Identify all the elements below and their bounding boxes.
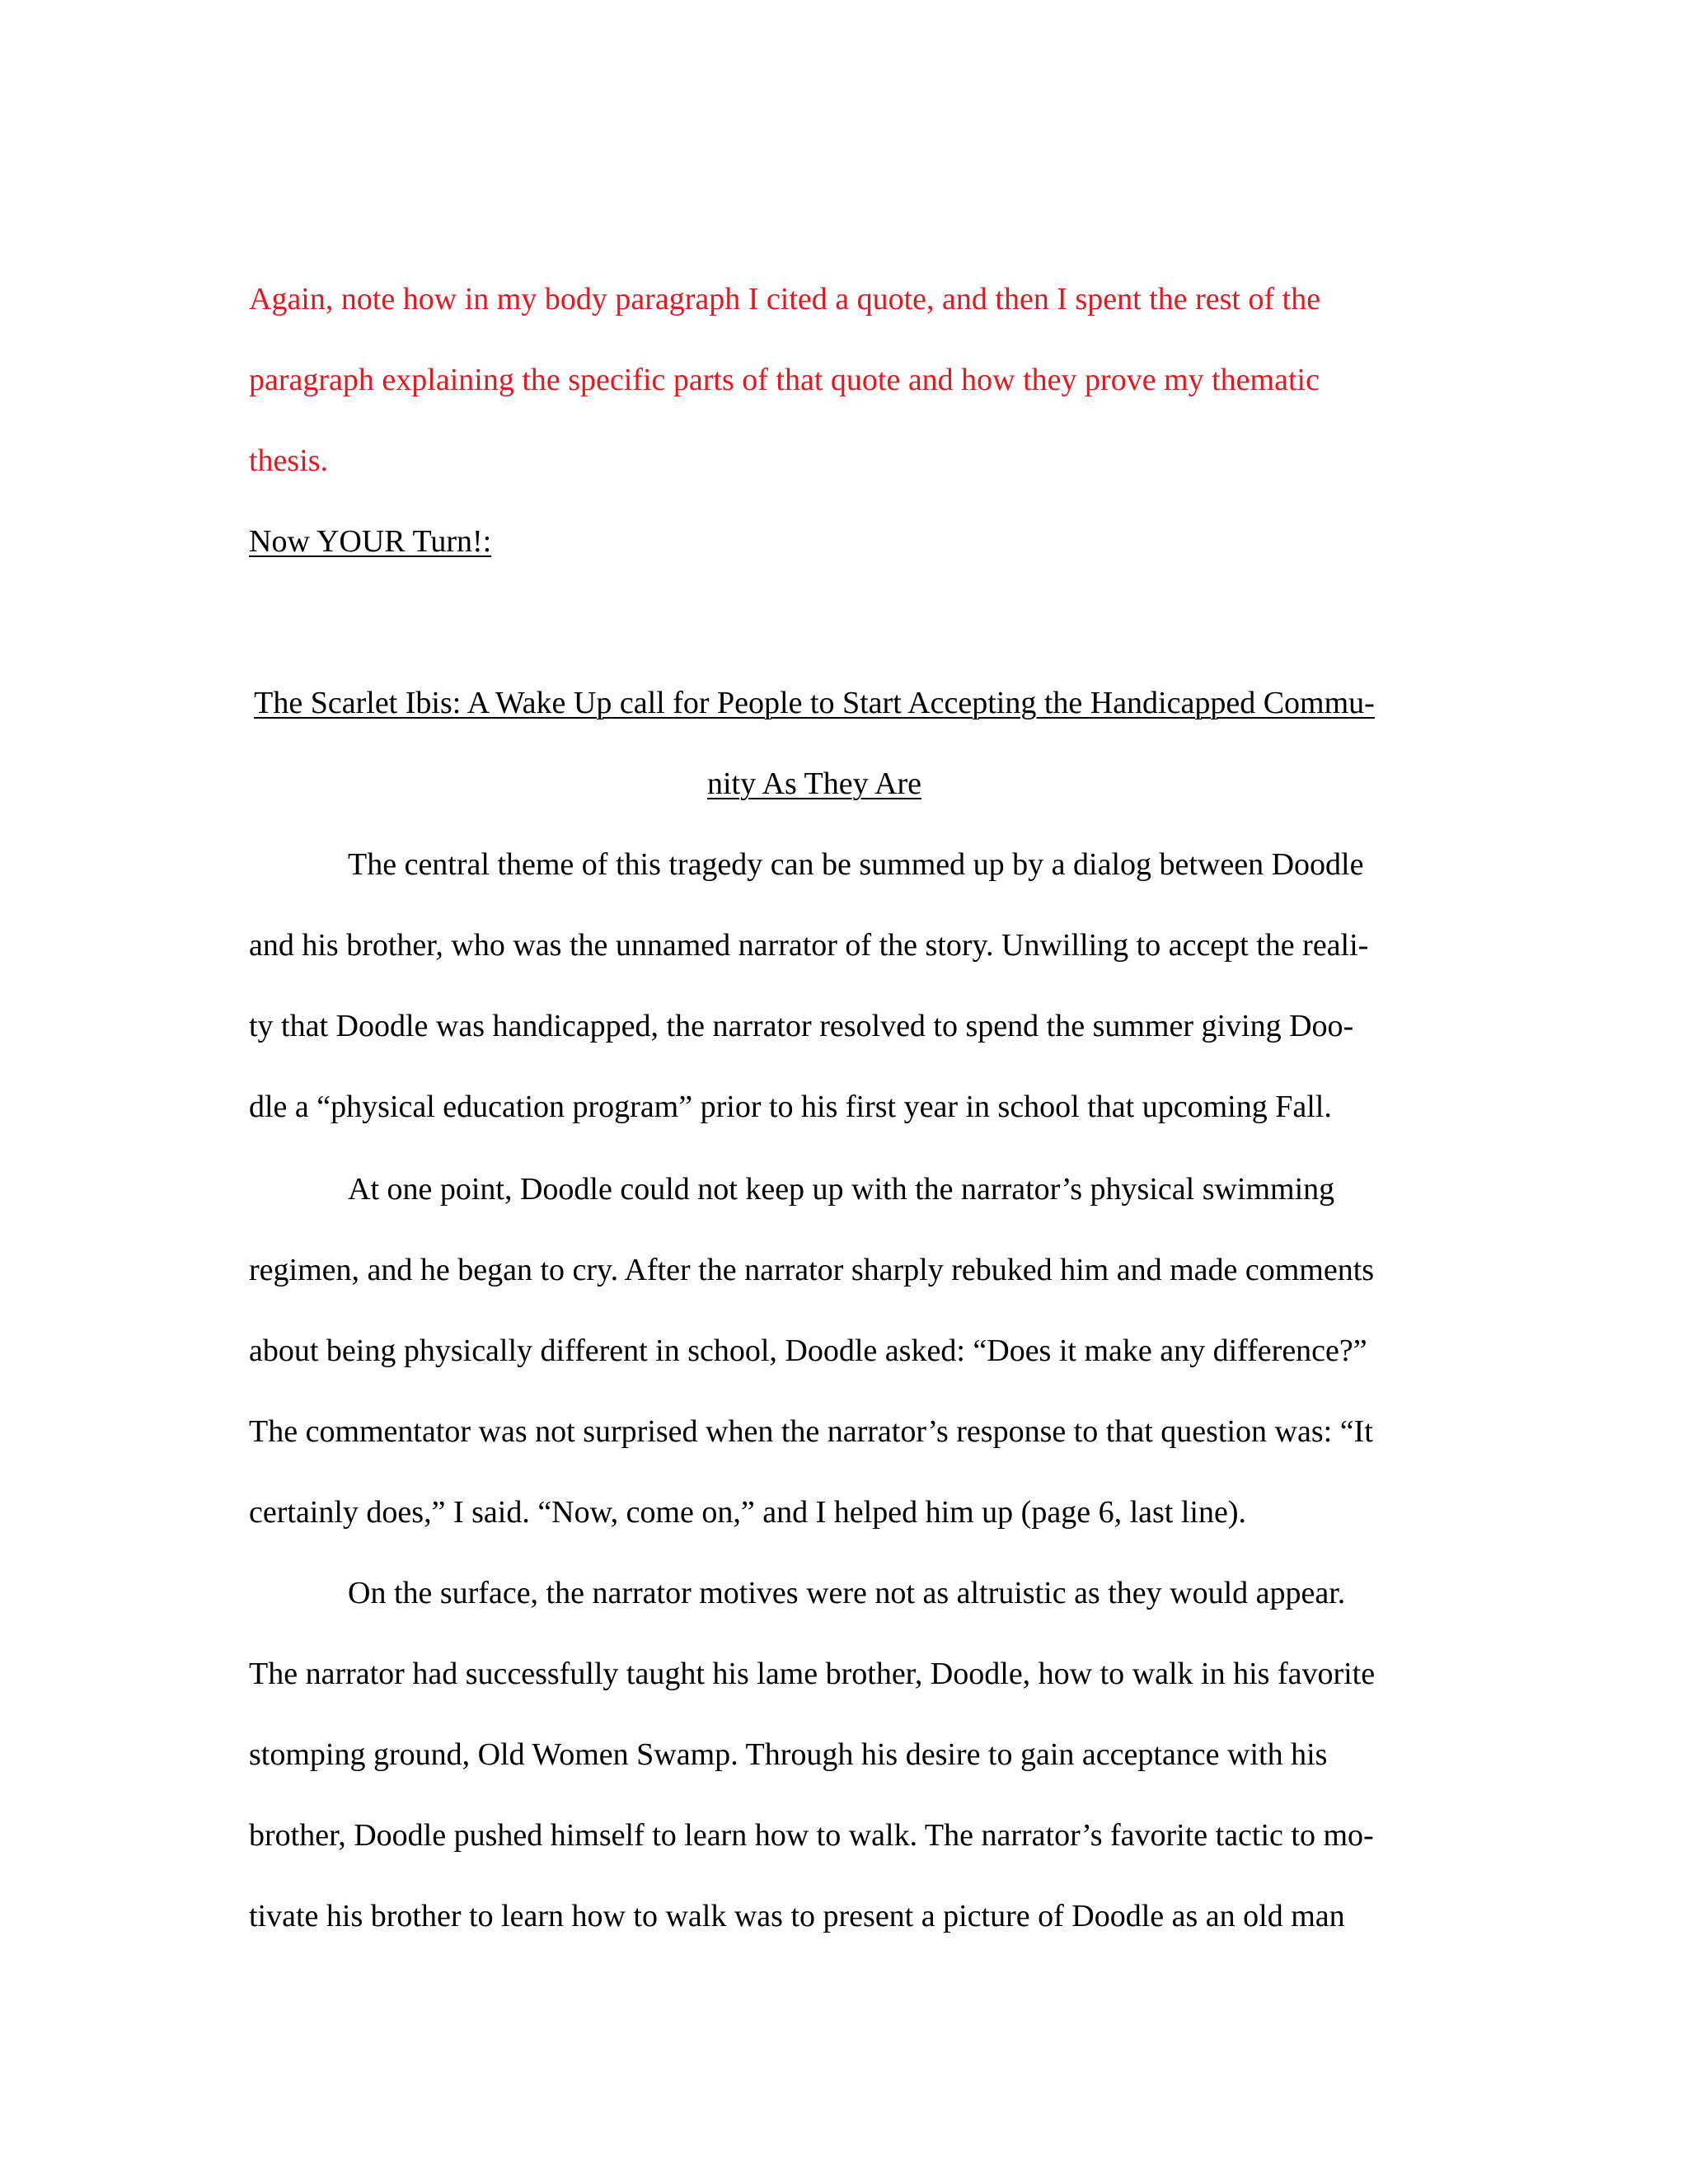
paragraph-3-line-4: brother, Doodle pushed himself to learn how to walk. The narrator’s favorite tactic to mo- [249,1818,1374,1853]
paragraph-1-line-1: The central theme of this tragedy can be summed up by a dialog between Doodle [348,847,1364,882]
paragraph-2-line-1: At one point, Doodle could not keep up with the narrator’s physical swimming [348,1172,1335,1207]
paragraph-2-line-4: The commentator was not surprised when the narrator’s response to that question was: “It [249,1414,1373,1449]
paragraph-3-line-3: stomping ground, Old Women Swamp. Through his desire to gain acceptance with his [249,1737,1328,1772]
your-turn-heading: Now YOUR Turn!: [249,524,492,559]
paragraph-2-line-2: regimen, and he began to cry. After the narrator sharply rebuked him and made comments [249,1253,1375,1287]
note-line-3: thesis. [249,443,329,478]
note-line-1: Again, note how in my body paragraph I cited a quote, and then I spent the rest of the [249,282,1321,316]
paragraph-2-line-3: about being physically different in school, Doodle asked: “Does it make any difference?” [249,1333,1367,1368]
paragraph-1-line-4: dle a “physical education program” prior to his first year in school that upcoming Fall. [249,1090,1332,1124]
paragraph-3-line-5: tivate his brother to learn how to walk was to present a picture of Doodle as an old man [249,1899,1345,1933]
essay-title-line-1: The Scarlet Ibis: A Wake Up call for People to Start Accepting the Handicapped Commu- [254,686,1375,720]
essay-title-line-2: nity As They Are [706,766,921,801]
paragraph-1-line-2: and his brother, who was the unnamed narrator of the story. Unwilling to accept the reali- [249,928,1369,963]
paragraph-3-line-2: The narrator had successfully taught his lame brother, Doodle, how to walk in his favorite [249,1657,1376,1691]
paragraph-2-line-5: certainly does,” I said. “Now, come on,” and I helped him up (page 6, last line). [249,1495,1246,1530]
paragraph-3-line-1: On the surface, the narrator motives were not as altruistic as they would appear. [348,1576,1346,1610]
paragraph-1-line-3: ty that Doodle was handicapped, the narrator resolved to spend the summer giving Doo- [249,1009,1354,1043]
note-line-2: paragraph explaining the specific parts of that quote and how they prove my thematic [249,363,1320,397]
